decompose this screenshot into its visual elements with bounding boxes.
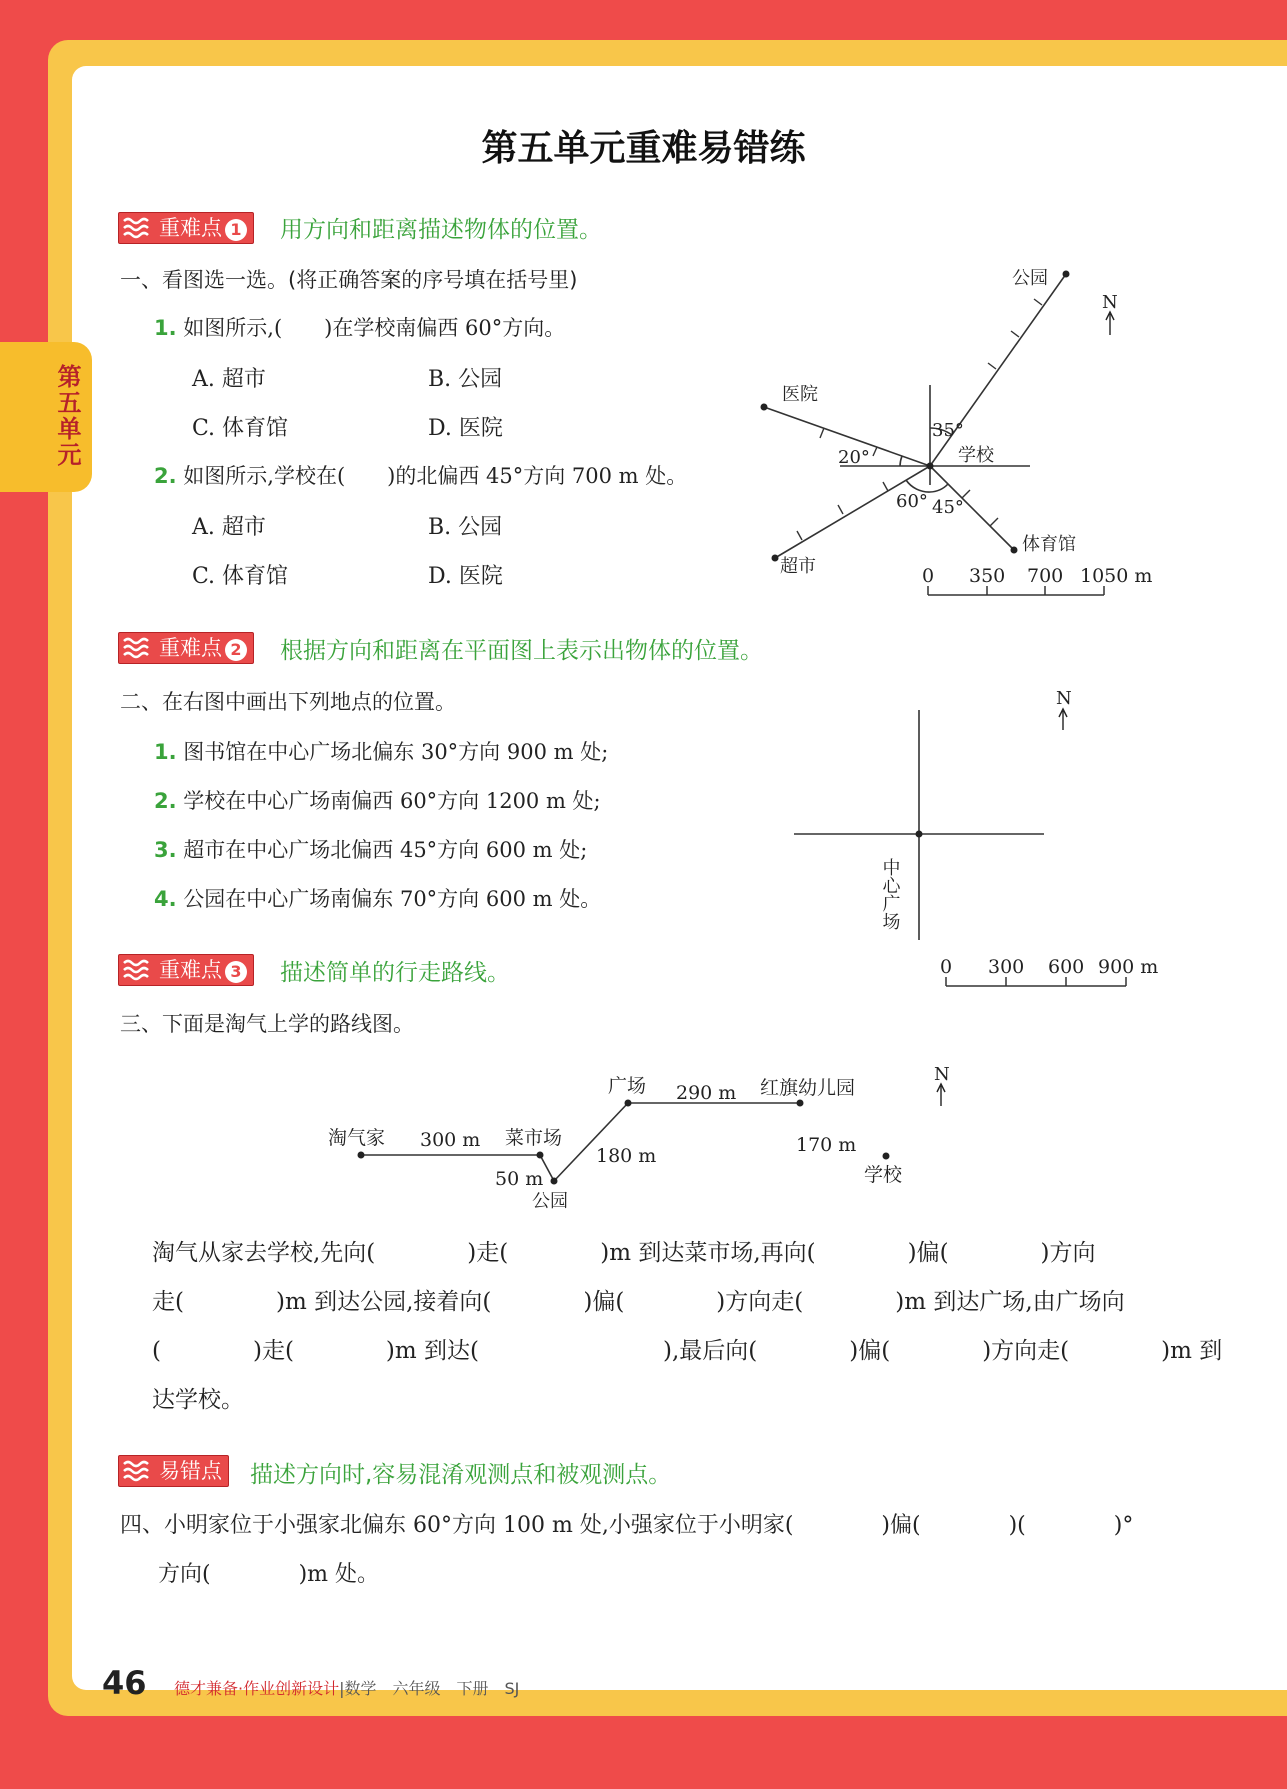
question-1-1 — [154, 312, 565, 342]
footer-series-title: 德才兼备·作业创新设计 — [174, 1679, 340, 1698]
footer-separator: | — [339, 1679, 345, 1698]
wave-icon — [123, 1460, 153, 1482]
label-market: 超市 — [780, 556, 816, 577]
label-market: 菜市场 — [505, 1127, 563, 1149]
question-1-2 — [154, 460, 687, 490]
scale-tick: 700 — [1027, 565, 1064, 587]
fill-blank-line-4: 达学校。 — [152, 1387, 244, 1413]
question-text: 超市在中心广场北偏西 45°方向 600 m 处; — [183, 838, 588, 862]
question-text: 学校在中心广场南偏西 60°方向 1200 m 处; — [183, 789, 601, 813]
option-b: B. 公园 — [428, 515, 503, 540]
distance-label: 300 m — [420, 1129, 481, 1151]
question-2-item — [154, 834, 587, 864]
scale-tick: 0 — [940, 956, 953, 978]
center-square-label: 中心广场 — [879, 858, 901, 930]
footer-series — [174, 1676, 519, 1699]
label-school: 学校 — [864, 1164, 903, 1186]
key-point-badge-1 — [118, 212, 254, 244]
label-gym: 体育馆 — [1022, 534, 1076, 555]
angle-label: 35° — [932, 420, 964, 441]
angle-label: 20° — [838, 447, 870, 468]
distance-label: 50 m — [495, 1168, 544, 1190]
option-b: B. 公园 — [428, 367, 503, 392]
option-d: D. 医院 — [428, 416, 503, 441]
distance-label: 170 m — [796, 1134, 857, 1156]
label-park: 公园 — [1012, 268, 1048, 289]
badge-number: 2 — [225, 639, 247, 661]
scale-tick: 300 — [988, 956, 1025, 978]
direction-diagram-1 — [740, 250, 1170, 610]
question-text: 图书馆在中心广场北偏东 30°方向 900 m 处; — [183, 740, 609, 764]
page-number: 46 — [102, 1664, 147, 1702]
question-text: 如图所示,( )在学校南偏西 60°方向。 — [183, 316, 566, 340]
question-3-heading: 三、下面是淘气上学的路线图。 — [120, 1012, 414, 1036]
distance-label: 180 m — [596, 1145, 657, 1167]
side-unit-tab — [0, 342, 92, 492]
question-text: 如图所示,学校在( )的北偏西 45°方向 700 m 处。 — [183, 464, 688, 488]
question-number: 2. — [154, 789, 177, 813]
footer-book-info: 数学 六年级 下册 SJ — [344, 1679, 520, 1698]
question-2-heading: 二、在右图中画出下列地点的位置。 — [120, 690, 456, 714]
badge-label: 重难点 — [159, 958, 222, 982]
question-number: 1. — [154, 316, 177, 340]
fill-blank-line-1[interactable]: 淘气从家去学校,先向( )走( )m 到达菜市场,再向( )偏( )方向 — [152, 1240, 1096, 1266]
badge-number: 1 — [225, 219, 247, 241]
option-c: C. 体育馆 — [192, 564, 289, 589]
scale-tick: 600 — [1048, 956, 1085, 978]
drawing-grid-diagram — [780, 680, 1180, 1000]
fill-blank-line-3[interactable]: ( )走( )m 到达( ),最后向( )偏( )方向走( )m 到 — [152, 1338, 1223, 1364]
north-label: N — [1102, 292, 1118, 313]
error-point-topic: 描述方向时,容易混淆观测点和被观测点。 — [250, 1462, 672, 1488]
error-point-badge — [118, 1455, 229, 1487]
label-school: 学校 — [958, 445, 994, 466]
distance-label: 290 m — [676, 1082, 737, 1104]
scale-tick: 350 — [969, 565, 1006, 587]
scale-tick: 0 — [922, 565, 935, 587]
fill-blank-line-2[interactable]: 走( )m 到达公园,接着向( )偏( )方向走( )m 到达广场,由广场向 — [152, 1289, 1125, 1315]
side-tab-label: 第五单元 — [53, 364, 81, 468]
option-a: A. 超市 — [192, 367, 266, 392]
north-arrow-icon — [1059, 709, 1067, 730]
page-title: 第五单元重难易错练 — [481, 128, 806, 169]
question-2-item — [154, 883, 601, 913]
question-4-line-1[interactable]: 四、小明家位于小强家北偏东 60°方向 100 m 处,小强家位于小明家( )偏( )( )° — [120, 1513, 1134, 1538]
key-point-topic-2: 根据方向和距离在平面图上表示出物体的位置。 — [280, 638, 763, 664]
wave-icon — [123, 637, 153, 659]
key-point-topic-1: 用方向和距离描述物体的位置。 — [280, 217, 602, 243]
north-arrow-icon — [1106, 312, 1114, 335]
badge-label: 重难点 — [159, 216, 222, 240]
scale-tick: 1050 m — [1080, 565, 1153, 587]
question-2-item — [154, 736, 608, 766]
angle-label: 45° — [932, 497, 964, 518]
label-square: 广场 — [608, 1075, 647, 1097]
label-hospital: 医院 — [782, 384, 818, 405]
question-number: 2. — [154, 464, 177, 488]
option-a: A. 超市 — [192, 515, 266, 540]
option-c: C. 体育馆 — [192, 416, 289, 441]
question-text: 公园在中心广场南偏东 70°方向 600 m 处。 — [183, 887, 602, 911]
question-1-heading: 一、看图选一选。(将正确答案的序号填在括号里) — [120, 268, 578, 292]
question-number: 4. — [154, 887, 177, 911]
question-4-line-2[interactable]: 方向( )m 处。 — [158, 1562, 380, 1587]
question-number: 1. — [154, 740, 177, 764]
north-label: N — [934, 1064, 950, 1085]
option-d: D. 医院 — [428, 564, 503, 589]
wave-icon — [123, 959, 153, 981]
scale-tick: 900 m — [1098, 956, 1159, 978]
angle-label: 60° — [896, 491, 928, 512]
question-number: 3. — [154, 838, 177, 862]
question-2-item — [154, 785, 601, 815]
key-point-badge-2 — [118, 632, 254, 664]
label-home: 淘气家 — [328, 1127, 386, 1149]
north-label: N — [1056, 688, 1072, 709]
route-map-diagram — [300, 1050, 980, 1220]
badge-label: 重难点 — [159, 636, 222, 660]
key-point-topic-3: 描述简单的行走路线。 — [280, 960, 510, 986]
badge-label: 易错点 — [159, 1459, 222, 1483]
key-point-badge-3 — [118, 954, 254, 986]
north-arrow-icon — [937, 1084, 945, 1106]
badge-number: 3 — [225, 961, 247, 983]
wave-icon — [123, 217, 153, 239]
label-kindergarten: 红旗幼儿园 — [760, 1077, 856, 1099]
label-park: 公园 — [532, 1191, 568, 1212]
